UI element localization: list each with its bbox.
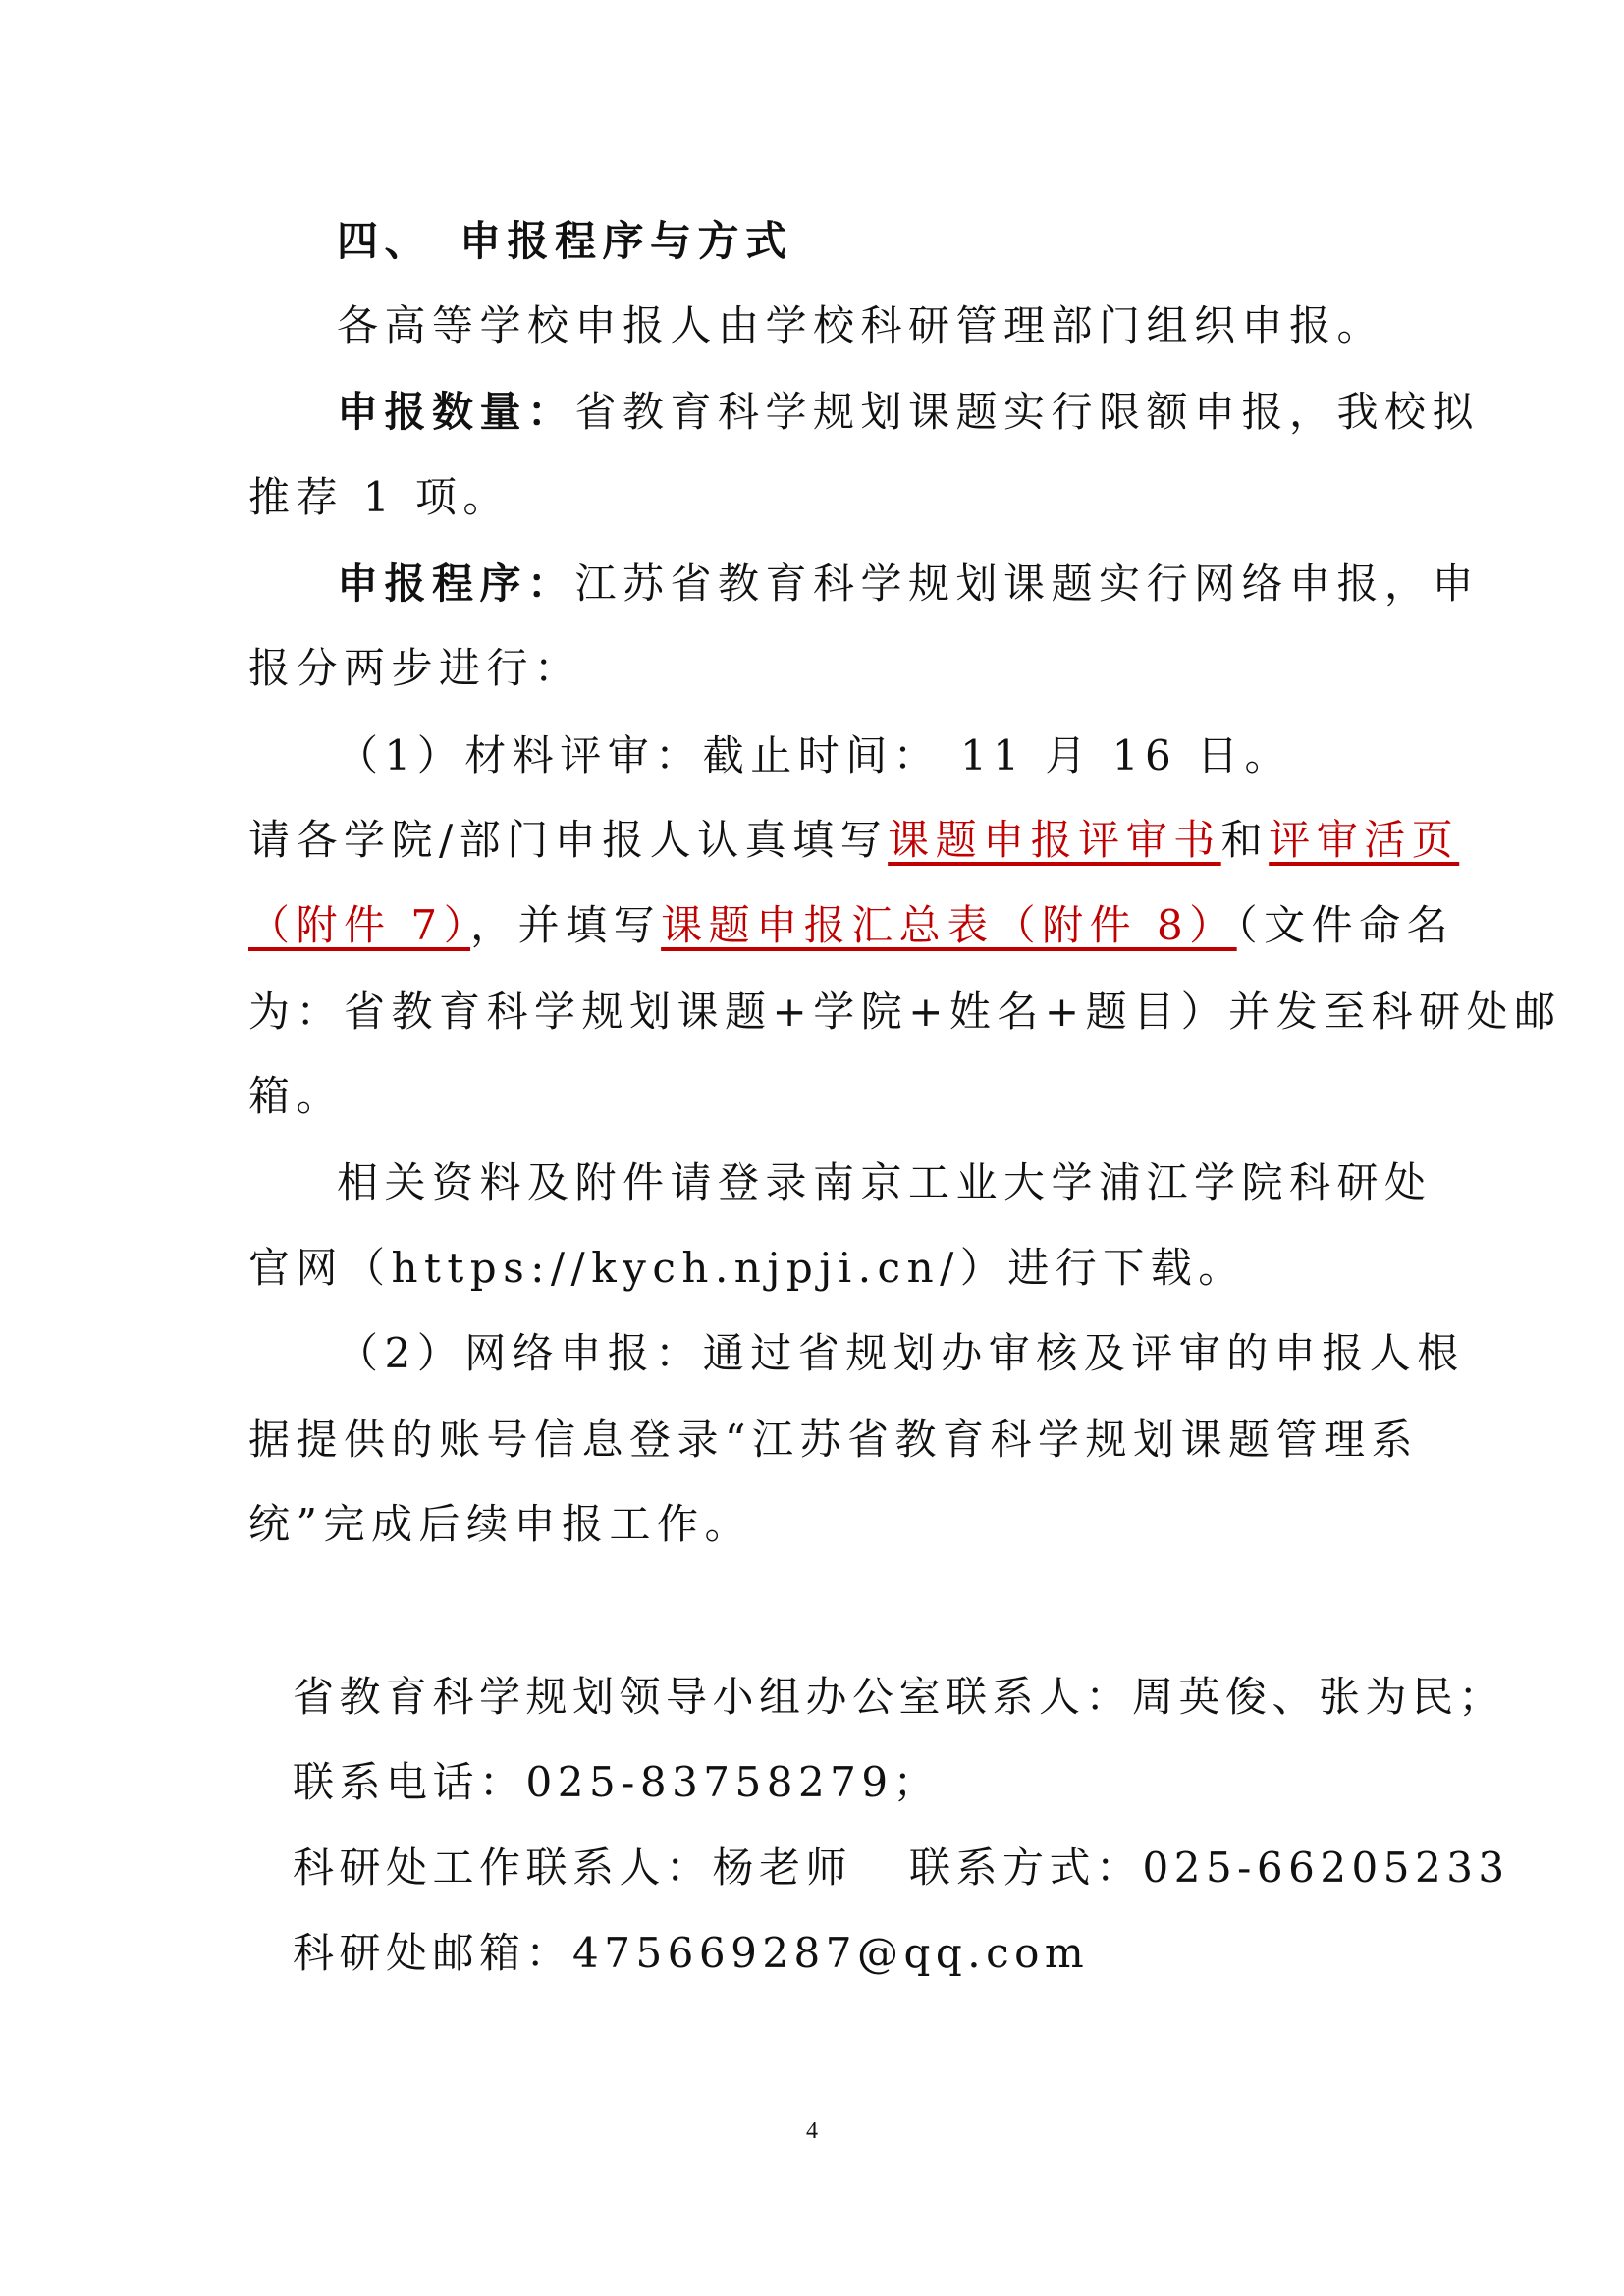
contact-research-person: 科研处工作联系人：杨老师: [293, 1843, 853, 1892]
step1-heading: （1）材料评审：截止时间： 11 月 16 日。: [337, 731, 1293, 779]
step2-line-3: 统”完成后续申报工作。: [248, 1500, 752, 1548]
step1-line-c: 为：省教育科学规划课题+学院+姓名+题目）并发至科研处邮: [248, 988, 1562, 1036]
quantity-line-1: [337, 383, 1481, 442]
download-line-1: 相关资料及附件请登录南京工业大学浦江学院科研处: [337, 1158, 1433, 1206]
procedure-line-1: [337, 555, 1481, 614]
quantity-label: 申报数量：: [337, 388, 575, 436]
section-title: 申报程序与方式: [460, 217, 793, 265]
contact-office-phone: 联系电话：025-83758279；: [293, 1758, 941, 1806]
contact-research-phone: 联系方式：025-66205233: [909, 1843, 1510, 1892]
procedure-text-1: 江苏省教育科学规划课题实行网络申报，申: [574, 560, 1481, 608]
review-sheet-link-part2[interactable]: （附件 7）: [248, 901, 471, 949]
step1-line-a: [248, 811, 1460, 870]
section-number: 四、: [337, 217, 433, 265]
step1-naming-1: （文件命名: [1236, 901, 1455, 949]
intro-paragraph: 各高等学校申报人由学校科研管理部门组织申报。: [337, 301, 1385, 349]
step2-line-1: （2）网络申报：通过省规划办审核及评审的申报人根: [337, 1329, 1465, 1377]
contact-research-line: [293, 1839, 1510, 1897]
step1-and: 和: [1220, 816, 1270, 864]
contact-research-email: 科研处邮箱：475669287@qq.com: [293, 1929, 1090, 1977]
review-form-link[interactable]: 课题申报评审书: [888, 816, 1221, 864]
step1-line-d: 箱。: [248, 1072, 345, 1120]
contact-office: 省教育科学规划领导小组办公室联系人：周英俊、张为民；: [293, 1673, 1506, 1721]
quantity-text-1: 省教育科学规划课题实行限额申报，我校拟: [574, 388, 1481, 436]
summary-table-link[interactable]: 课题申报汇总表（附件 8）: [661, 901, 1237, 949]
section-heading: [337, 212, 1476, 271]
review-sheet-link-part1[interactable]: 评审活页: [1269, 816, 1460, 864]
step2-line-2: 据提供的账号信息登录“江苏省教育科学规划课题管理系: [248, 1415, 1419, 1464]
step1-prefix: 请各学院/部门申报人认真填写: [248, 816, 889, 864]
procedure-label: 申报程序：: [337, 560, 575, 608]
quantity-line-2: 推荐 1 项。: [248, 473, 511, 521]
download-line-2: 官网（https://kych.njpji.cn/）进行下载。: [248, 1244, 1246, 1292]
procedure-line-2: 报分两步进行：: [248, 644, 582, 692]
page-number: 4: [806, 2118, 818, 2144]
step1-line-b: [248, 896, 1455, 955]
step1-fill-also: ，并填写: [470, 901, 662, 949]
